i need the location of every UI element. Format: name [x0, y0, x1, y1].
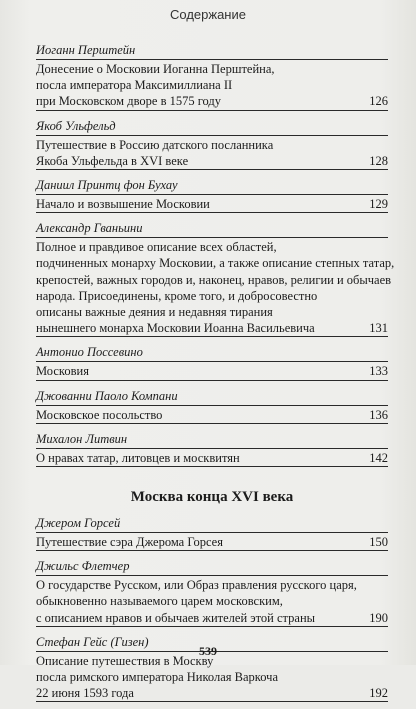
toc-title-line [36, 196, 388, 213]
toc-entry [36, 388, 388, 424]
toc-page-number: 190 [369, 610, 388, 625]
leader-fill [317, 621, 367, 622]
leader-fill [136, 696, 367, 697]
toc-author: Иоганн Перштейн [36, 42, 388, 60]
toc-entry [36, 431, 388, 467]
toc-page-number: 129 [369, 197, 388, 212]
leader-fill [225, 545, 367, 546]
toc-group-a [36, 42, 395, 474]
toc-title-line [36, 363, 388, 380]
toc-title-line [36, 685, 388, 702]
toc-group-b [36, 515, 388, 709]
toc-title-line: Полное и правдивое описание всех областей, [36, 240, 277, 255]
leader-fill [164, 418, 367, 419]
toc-page-number: 126 [369, 94, 388, 109]
toc-title-line: Донесение о Московии Иоганна Перштейна, [36, 62, 275, 76]
toc-entry [36, 42, 388, 111]
toc-title-line: обыкновенно называемого царем московским, [36, 594, 283, 609]
leader-fill [212, 207, 367, 208]
toc-title-text: Московское посольство [36, 407, 163, 422]
toc-page-number: 192 [369, 686, 388, 701]
toc-page-number: 133 [369, 364, 388, 379]
toc-title-text: 22 июня 1593 года [36, 686, 134, 701]
toc-title-line: народа. Присоединены, кроме того, и добросовестно [36, 288, 318, 303]
entry-gap [36, 467, 388, 474]
toc-title-line: подчиненных монарху Московии, а также описание степных татар, [36, 256, 395, 271]
toc-page-number: 150 [369, 535, 388, 550]
page-number: 539 [199, 644, 217, 658]
leader-fill [223, 104, 367, 105]
toc-author: Стефан Гейс (Гизен) [36, 634, 388, 652]
toc-title-text: О нравах татар, литовцев и москвитян [36, 450, 240, 465]
toc-title-line: посла императора Максимиллиана II [36, 78, 233, 93]
toc-author: Джованни Паоло Компани [36, 388, 388, 406]
toc-title-line [36, 534, 388, 551]
toc-title-line [36, 450, 388, 467]
toc-author: Михалон Литвин [36, 431, 388, 449]
toc-entry [36, 344, 388, 380]
toc-entry [36, 118, 388, 170]
toc-title-text: Начало и возвышение Московии [36, 197, 210, 212]
toc-page-number: 136 [369, 407, 388, 422]
toc-title-line [36, 610, 388, 627]
toc-author: Александр Гваньини [36, 220, 388, 238]
toc-title-line [36, 320, 388, 337]
toc-author: Даниил Принтц фон Бухау [36, 177, 388, 195]
entry-gap [36, 424, 388, 431]
entry-gap [36, 213, 388, 220]
toc-title-text: Якоба Ульфельда в XVI веке [36, 153, 189, 168]
toc-author: Антонио Поссевино [36, 344, 388, 362]
leader-fill [91, 374, 367, 375]
leader-fill [242, 461, 368, 462]
toc-entry [36, 177, 388, 213]
toc-title-line [36, 153, 388, 170]
toc-title-line: Описание путешествия в Москву [36, 653, 214, 668]
toc-title-line: Путешествие в Россию датского посланника [36, 137, 274, 152]
entry-gap [36, 627, 388, 634]
toc-page-number: 128 [369, 153, 388, 168]
toc-entry [36, 515, 388, 551]
toc-title-line [36, 407, 388, 424]
toc-author: Джером Горсей [36, 515, 388, 533]
table-of-contents [36, 42, 395, 709]
toc-entry [36, 220, 395, 337]
toc-title-text: Московия [36, 364, 89, 379]
entry-gap [36, 702, 388, 709]
toc-title-line [36, 93, 388, 110]
toc-title-text: при Московском дворе в 1575 году [36, 94, 222, 109]
toc-page-number: 131 [369, 321, 388, 336]
toc-title-line: О государстве Русском, или Образ правления русского царя, [36, 578, 357, 593]
toc-title-line: крепостей, важных городов и, наконец, нравов, религии и обычаев [36, 272, 392, 287]
toc-title-text: с описанием нравов и обычаев жителей этой страны [36, 610, 316, 625]
leader-fill [190, 164, 367, 165]
entry-gap [36, 381, 388, 388]
toc-title-text: Путешествие сэра Джерома Горсея [36, 535, 223, 550]
toc-title-line: описаны важные деяния и недавняя тирания [36, 305, 273, 320]
entry-gap [36, 170, 388, 177]
toc-page-number: 142 [369, 450, 388, 465]
leader-fill [317, 331, 368, 332]
toc-author: Джильс Флетчер [36, 558, 388, 576]
entry-gap [36, 337, 388, 344]
toc-title-text: нынешнего монарха Московии Иоанна Васильевича [36, 321, 315, 336]
section-heading: Москва конца XVI века [130, 489, 294, 506]
entry-gap [36, 551, 388, 558]
toc-title-line: посла римского императора Николая Варкоча [36, 670, 279, 685]
toc-author: Якоб Ульфельд [36, 118, 388, 136]
entry-gap [36, 111, 388, 118]
running-header: Содержание [170, 7, 246, 22]
toc-entry [36, 558, 388, 627]
